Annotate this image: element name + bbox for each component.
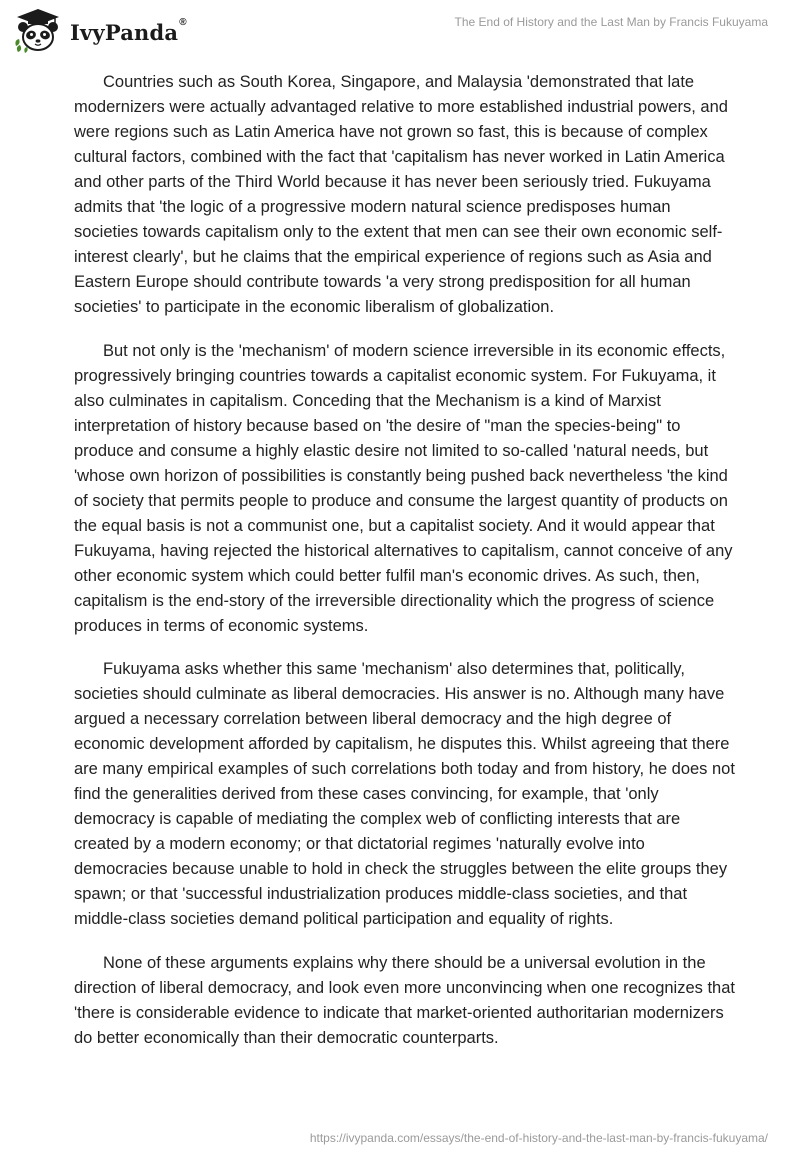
panda-graduate-icon [14,8,62,54]
registered-mark: ® [179,16,187,28]
paragraph: Fukuyama asks whether this same 'mechanism' also determines that, politically, societies should culminate as liberal democracies. His answer is no. Although many have argued a necessary correlation between liberal democracy and the high degree of economic development afforded by capitalism, he disputes this. Whilst agreeing that there are many empirical examples of such correlations both today and from history, he does not find the generalities derived from these cases convincing, for example, that 'only democracy is capable of mediating the complex web of conflicting interests that are created by a modern economy; or that dictatorial regimes 'naturally evolve into democracies because unable to hold in check the struggles between the elite groups they spawn; or that 'successful industrialization produces middle-class societies, and that middle-class societies demand political participation and equality of rights. [74,660,735,928]
source-url[interactable]: https://ivypanda.com/essays/the-end-of-history-and-the-last-man-by-francis-fukuyama/ [309,1131,768,1145]
paragraph: Countries such as South Korea, Singapore, and Malaysia 'demonstrated that late modernizers were actually advantaged relative to more established industrial powers, and were regions such as Latin America have not grown so fast, this is because of complex cultural factors, combined with the fact that 'capitalism has never worked in Latin America and other parts of the Third World because it has never been seriously tried. Fukuyama admits that 'the logic of a progressive modern natural science predisposes human societies towards capitalism only to the extent that men can see their own economic self-interest clearly', but he claims that the empirical experience of regions such as Asia and Eastern Europe should contribute towards 'a very strong predisposition for all human societies' to participate in the economic liberalism of globalization. [74,73,728,316]
ivypanda-logo[interactable] [14,8,187,54]
page-header [0,0,800,60]
paragraph: None of these arguments explains why there should be a universal evolution in the direction of liberal democracy, and look even more unconvincing when one recognizes that 'there is considerable evidence to indicate that market-oriented authoritarian modernizers do better economically than their democratic counterparts. [74,953,735,1047]
document-title: The End of History and the Last Man by Francis Fukuyama [454,15,768,29]
paragraph: But not only is the 'mechanism' of modern science irreversible in its economic effects, progressively bringing countries towards a capitalist economic system. For Fukuyama, it also culminates in capitalism. Conceding that the Mechanism is a kind of Marxist interpretation of history because based on 'the desire of "man the species-being" to produce and consume a highly elastic desire not limited to so-called 'natural needs, but 'whose own horizon of possibilities is constantly being pushed back nevertheless 'the kind of society that permits people to produce and consume the largest quantity of products on the equal basis is not a communist one, but a capitalist society. And it would appear that Fukuyama, having rejected the historical alternatives to capitalism, cannot conceive of any other economic system which could better fulfil man's economic drives. As such, then, capitalism is the end-story of the irreversible directionality which the progress of science produces in terms of economic systems. [74,341,733,635]
logo-wordmark: IvyPanda® [70,16,187,45]
essay-body [74,70,736,1069]
